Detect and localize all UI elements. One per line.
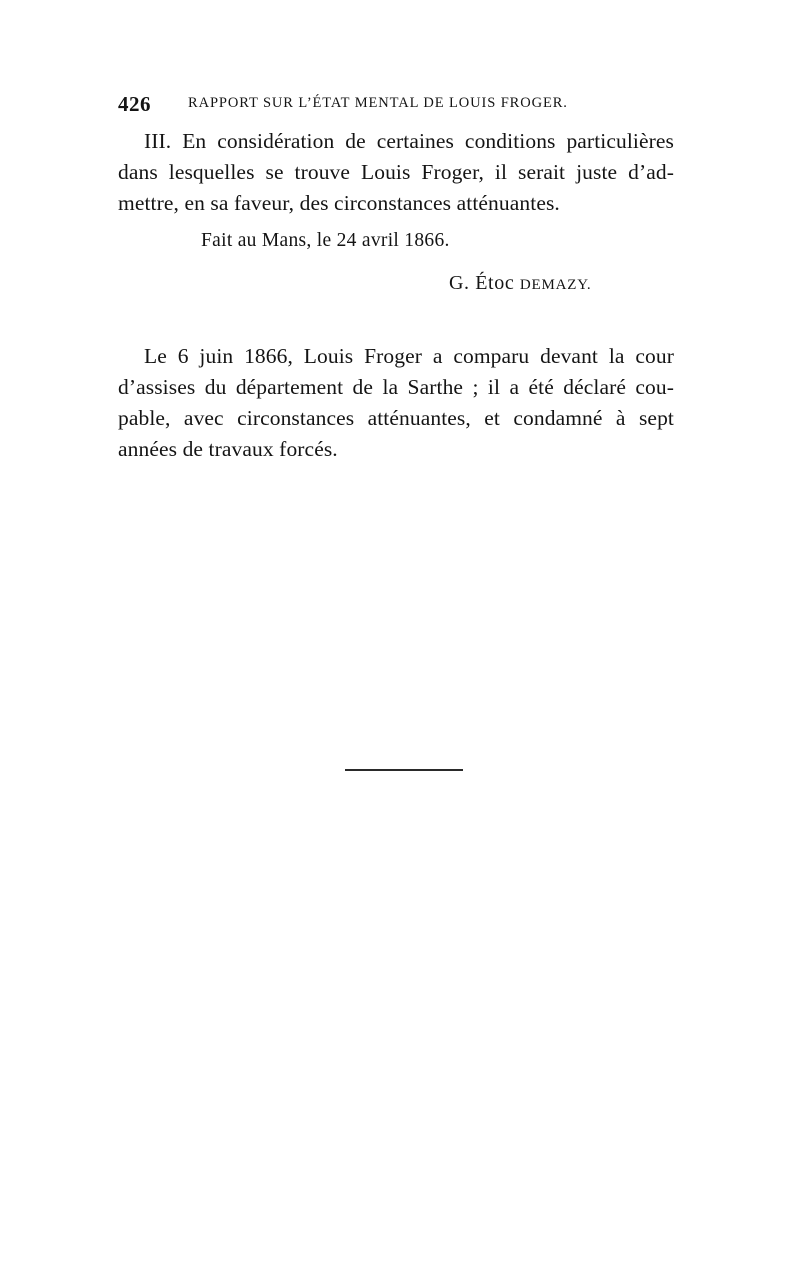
paragraph-line: mettre, en sa faveur, des circonstances atténuantes. — [118, 191, 560, 215]
end-rule — [345, 769, 463, 771]
verdict-paragraph — [118, 341, 674, 465]
paragraph-line: dans lesquelles se trouve Louis Froger, il serait juste d’ad- — [118, 160, 674, 184]
page-number: 426 — [118, 92, 151, 116]
signature-surname: DEMAZY. — [519, 277, 592, 293]
signature-prefix: G. Étoc — [449, 272, 520, 294]
signature — [449, 272, 591, 295]
paragraph-line: III. En considération de certaines conditions particulières — [144, 129, 674, 153]
paragraph-line: d’assises du département de la Sarthe ; il a été déclaré cou- — [118, 375, 674, 399]
paragraph-line: Le 6 juin 1866, Louis Froger a comparu devant la cour — [144, 344, 674, 368]
running-head — [118, 92, 618, 118]
section-iii-paragraph — [118, 126, 674, 219]
running-title: RAPPORT SUR L’ÉTAT MENTAL DE LOUIS FROGER. — [188, 95, 568, 111]
paragraph-line: pable, avec circonstances atténuantes, et condamné à sept — [118, 406, 674, 430]
date-line: Fait au Mans, le 24 avril 1866. — [201, 230, 450, 251]
paragraph-line: années de travaux forcés. — [118, 437, 338, 461]
